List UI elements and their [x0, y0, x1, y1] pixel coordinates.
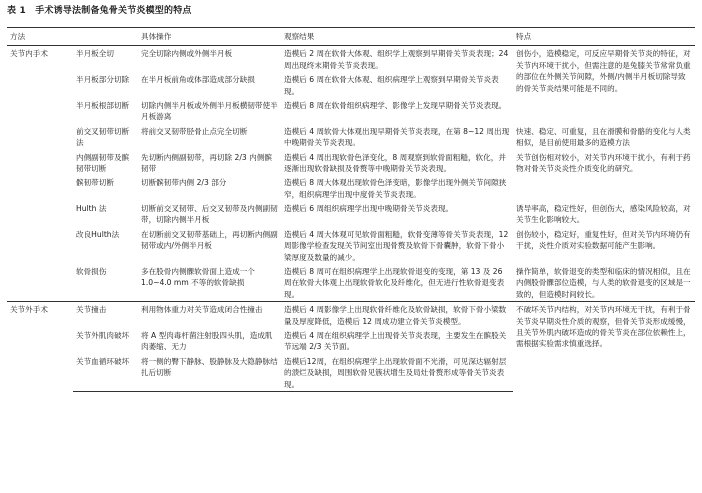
feature-cell: 关节创伤相对较小，对关节内环境干扰小，有利于药物对骨关节炎炎性介质变化的研究。: [516, 152, 691, 173]
feature-cell: 快速、稳定、可重复，且在滑膜和骨骼的变化与人类相似，是目前使用最多的造模方法: [516, 126, 691, 148]
operation-cell: 切断髌韧带内侧 2/3 部分: [141, 178, 227, 188]
category-cell: 关节外手术: [7, 302, 73, 392]
header-method: 方法: [7, 28, 73, 46]
method-cell: 关节外肌肉破坏: [76, 330, 130, 340]
result-cell: 造模后 6 周组织病理学出现中晚期骨关节炎表现。: [284, 204, 454, 214]
operation-cell: 将前交叉韧带胫骨止点完全切断: [141, 126, 248, 136]
header-result: 观察结果: [281, 28, 513, 46]
table-row: [7, 150, 695, 176]
header-operation: 具体操作: [138, 28, 281, 46]
result-cell: 造模后 8 周大体观出现软骨色泽变暗，影像学出现外侧关节间隙狭窄，组织病理学出现中度骨关节炎表现。: [284, 178, 507, 199]
method-cell: 改良Hulth法: [76, 229, 120, 239]
operation-cell: 利用物体重力对关节造成闭合性撞击: [138, 302, 281, 328]
result-cell: 造模后 4 周出现软骨色泽变化，8 周观察到软骨面粗糙，软化，并逐渐出现软骨缺损及骨赘等中晚期骨关节炎表现。: [284, 152, 506, 173]
operation-cell: 在切断前交叉韧带基础上，再切断内侧副韧带或内/外侧半月板: [141, 229, 278, 251]
table-title: 表 1 手术诱导法制备兔骨关节炎模型的特点: [7, 6, 192, 16]
table-row: [7, 264, 695, 302]
header-feature: 特点: [513, 28, 695, 46]
result-cell: 造模后 8 周可在组织病理学上出现软骨退变的变现，第 13 及 26 周在软骨大体观上出现软骨软化及纤维化，但无进行性软骨退变表现。: [284, 267, 505, 299]
feature-cell: 创伤较小，稳定好，重复性好，但对关节内环境仍有干扰，炎性介质对实验数据可能产生影响。: [516, 229, 691, 251]
method-cell: 前交叉韧带切断法: [76, 126, 130, 148]
result-cell: 造模后 2 周在软骨大体观、组织学上观察到早期骨关节炎表现；24 周出现终末期骨关节炎表现。: [284, 49, 509, 70]
feature-cell: 诱导率高，稳定性好，但创伤大，感染风险较高，对关节生化影响较大。: [516, 204, 691, 225]
result-cell: 造模后 4 周在组织病理学上出现骨关节炎表现，主要发生在髌股关节远端 2/3 关节面。: [284, 330, 507, 352]
table-header-row: [7, 28, 695, 46]
operation-cell: 切断前交叉韧带、后交叉韧带及内侧副韧带，切除内侧半月板: [141, 204, 278, 225]
operation-cell: 在半月板前角或体部造成部分缺损: [141, 75, 255, 85]
feature-cell: 操作简单，软骨退变的类型和临床的情况相似，且在内侧股骨髁部位造模，与人类的软骨退变的区域是一致的，但造模时间较长。: [516, 267, 691, 299]
table-row: [7, 46, 695, 72]
operation-cell: 将 A 型肉毒杆菌注射股四头肌，造成肌肉萎缩、无力: [141, 330, 273, 352]
method-cell: 半月板根部切断: [76, 100, 130, 110]
operation-cell: 将一侧的臀下静脉、股静脉及大隐静脉结扎后切断: [138, 354, 281, 392]
method-cell: 关节撞击: [73, 302, 138, 328]
result-cell: 造模后 6 周在软骨大体观、组织病理学上观察到早期骨关节炎表现。: [284, 75, 499, 96]
operation-cell: 多在股骨内侧髁软骨面上造成一个 1.0~4.0 mm 不等的软骨缺损: [141, 267, 255, 288]
method-cell: 半月板全切: [76, 49, 114, 59]
operation-cell: 先切断内侧副韧带，再切除 2/3 内侧髌韧带: [141, 152, 272, 173]
result-cell: 造模后 8 周在软骨组织病理学、影像学上发现早期骨关节炎表现。: [284, 100, 507, 110]
operation-cell: 切除内侧半月板或外侧半月板横韧带使半月板游离: [141, 100, 278, 122]
header-blank: [73, 28, 138, 46]
method-cell: 髌韧带切断: [76, 178, 114, 188]
result-cell: 造模后 4 周影像学上出现软骨纤维化及软骨缺损，软骨下骨小梁数量及厚度降低，造模后 12 周成功建立骨关节炎模型。: [281, 302, 513, 328]
methods-table: [7, 27, 695, 392]
category-cell: 关节内手术: [10, 49, 48, 59]
method-cell: 内侧副韧带及髌韧带切断: [76, 152, 130, 173]
result-cell: 造模后 4 周大体观可见软骨面粗糙，软骨变薄等骨关节炎表现，12 周影像学检查发现关节间室出现骨赘及软骨下骨囊肿，软骨下骨小梁厚度及数量的减少。: [284, 229, 509, 262]
table-row: [7, 124, 695, 150]
table-row: [7, 302, 695, 328]
method-cell: 软骨损伤: [76, 267, 107, 277]
method-cell: 关节血循环破坏: [73, 354, 138, 392]
table-row: [7, 227, 695, 264]
result-cell: 造模后 4 周软骨大体观出现早期骨关节炎表现，在第 8~12 周出现中晚期骨关节炎表现。: [284, 126, 510, 148]
result-cell: 造模后12周，在组织病理学上出现软骨面不光滑，可见深达辐射层的溃烂及缺损，周围软骨见簇状增生及局灶骨赘形成等骨关节炎表现。: [281, 354, 513, 392]
feature-cell: 创伤小，造模稳定，可反应早期骨关节炎的特征，对关节内环境干扰小，但需注意的是兔膝关节常常负重的部位在外侧关节间隙，外侧/内侧半月板切除导致的骨关节炎结果可能是不同的。: [516, 49, 691, 93]
method-cell: 半月板部分切除: [76, 75, 130, 85]
table-row: [7, 201, 695, 227]
operation-cell: 完全切除内侧或外侧半月板: [141, 49, 233, 59]
feature-cell: 不破坏关节内结构，对关节内环境无干扰，有利于骨关节炎早期炎性介质的观察，但骨关节炎形成缓慢，且关节外肌内破坏造成的骨关节炎在部位依赖性上，需根据实验需求慎重选择。: [513, 302, 695, 392]
method-cell: Hulth 法: [76, 204, 107, 214]
